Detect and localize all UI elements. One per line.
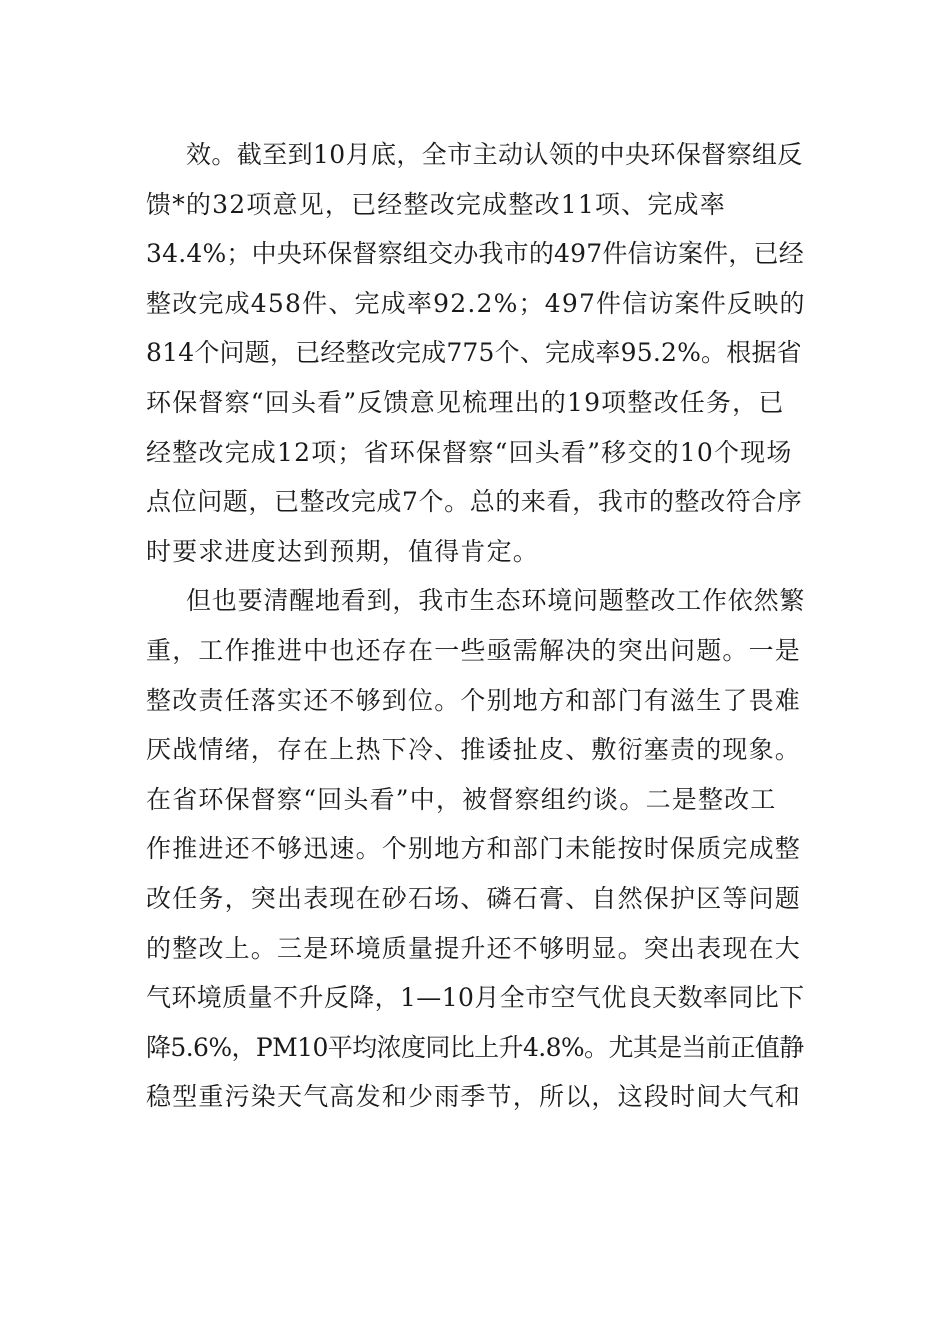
text-line: 降5.6%，PM10平均浓度同比上升4.8%。尤其是当前正值静 <box>146 1032 804 1062</box>
text-line: 改任务，突出表现在砂石场、磷石膏、自然保护区等问题 <box>146 883 802 913</box>
text-line: 气环境质量不升反降，1—10月全市空气优良天数率同比下 <box>146 983 805 1013</box>
text-line: 重，工作推进中也还存在一些亟需解决的突出问题。一是 <box>146 635 802 665</box>
text-line: 馈*的32项意见，已经整改完成整改11项、完成率 <box>146 189 726 219</box>
text-line: 环保督察“回头看”反馈意见梳理出的19项整改任务，已 <box>146 387 785 417</box>
text-line: 经整改完成12项；省环保督察“回头看”移交的10个现场 <box>146 437 793 467</box>
text-line: 34.4%；中央环保督察组交办我市的497件信访案件，已经 <box>146 239 804 269</box>
text-line: 在省环保督察“回头看”中，被督察组约谈。二是整改工 <box>146 784 777 814</box>
text-line: 但也要清醒地看到，我市生态环境问题整改工作依然繁 <box>186 586 806 616</box>
text-line: 814个问题，已经整改完成775个、完成率95.2%。根据省 <box>146 338 802 368</box>
paragraph-progress-summary <box>146 130 806 576</box>
body-text <box>146 130 806 1122</box>
text-line: 作推进还不够迅速。个别地方和部门未能按时保质完成整 <box>146 834 802 864</box>
text-line: 点位问题，已整改完成7个。总的来看，我市的整改符合序 <box>146 487 803 517</box>
text-line: 的整改上。三是环境质量提升还不够明显。突出表现在大 <box>146 933 802 963</box>
text-line: 厌战情绪，存在上热下冷、推诿扯皮、敷衍塞责的现象。 <box>146 735 802 765</box>
paragraph-outstanding-issues <box>146 576 806 1122</box>
text-line: 效。截至到10月底，全市主动认领的中央环保督察组反 <box>186 140 803 169</box>
text-line: 时要求进度达到预期，值得肯定。 <box>146 536 540 566</box>
text-line: 整改责任落实还不够到位。个别地方和部门有滋生了畏难 <box>146 685 802 715</box>
text-line: 稳型重污染天气高发和少雨季节，所以，这段时间大气和 <box>146 1082 802 1112</box>
text-line: 整改完成458件、完成率92.2%；497件信访案件反映的 <box>146 288 806 318</box>
